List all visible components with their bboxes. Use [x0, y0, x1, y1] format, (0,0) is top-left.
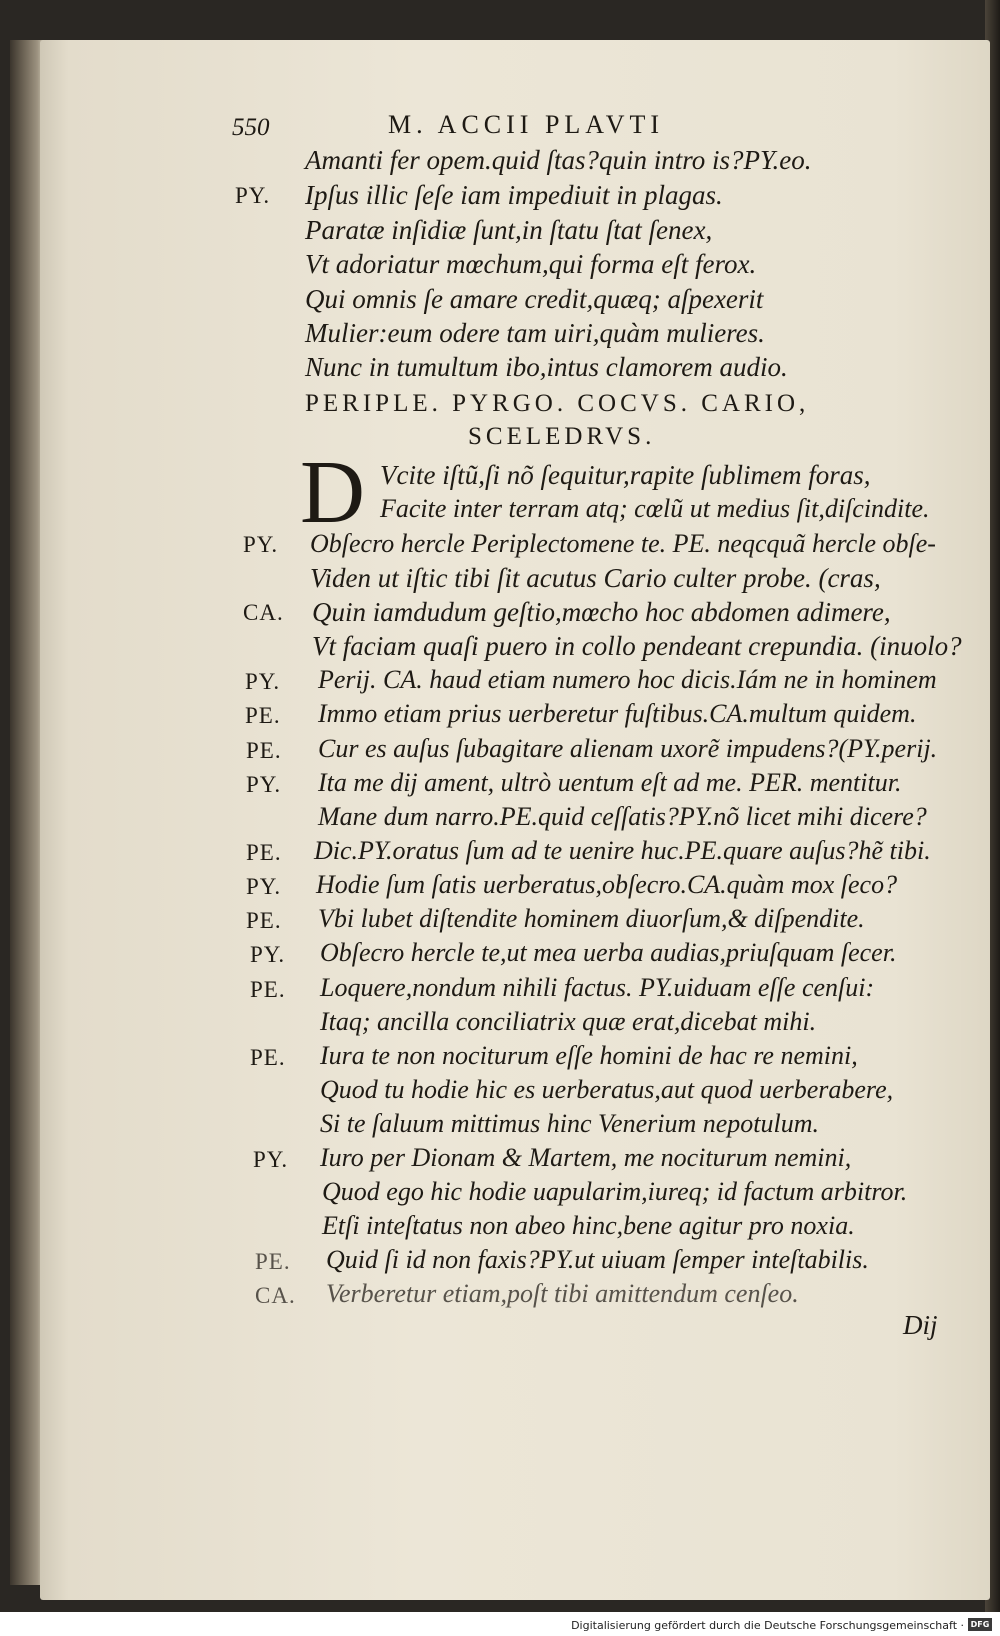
text-line: Vbi lubet diſtendite hominem diuorſum,& diſpendite.	[318, 904, 865, 933]
speaker-label: PY.	[245, 669, 281, 694]
speaker-label: PE.	[246, 840, 282, 865]
scene-heading-continued: SCELEDRVS.	[468, 423, 656, 450]
text-line: Mane dum narro.PE.quid ceſſatis?PY.nõ licet mihi dicere?	[318, 802, 927, 831]
text-line: Vt adoriatur mœchum,qui forma eſt ferox.	[305, 249, 757, 279]
text-line: Paratæ inſidiæ ſunt,in ſtatu ſtat ſenex,	[305, 215, 713, 245]
text-line: Verberetur etiam,poſt tibi amittendum cenſeo.	[326, 1279, 799, 1308]
text-line: Mulier:eum odere tam uiri,quàm mulieres.	[305, 318, 765, 348]
speaker-label: CA.	[255, 1283, 296, 1308]
speaker-label: PE.	[255, 1249, 291, 1274]
text-line: Quin iamdudum geſtio,mœcho hoc abdomen adimere,	[312, 597, 891, 627]
text-line: Quod ego hic hodie uapularim,iureq; id factum arbitror.	[322, 1177, 908, 1206]
text-line: Obſecro hercle te,ut mea uerba audias,priuſquam ſecer.	[320, 938, 897, 967]
text-line: Ita me dij ament, ultrò uentum eſt ad me. PER. mentitur.	[318, 768, 902, 797]
text-line: Si te ſaluum mittimus hinc Venerium nepotulum.	[320, 1109, 820, 1138]
speaker-label: PE.	[245, 703, 281, 728]
text-line: Immo etiam prius uerberetur fuſtibus.CA.multum quidem.	[318, 699, 917, 728]
footer-credit: Digitalisierung gefördert durch die Deutsche Forschungsgemeinschaft ·	[571, 1619, 964, 1632]
text-line: Nunc in tumultum ibo,intus clamorem audio.	[305, 352, 788, 382]
speaker-label: PE.	[246, 738, 282, 763]
catchword: Dij	[903, 1310, 938, 1340]
text-line: Itaq; ancilla conciliatrix quæ erat,dicebat mihi.	[320, 1007, 817, 1036]
scene-heading: PERIPLE. PYRGO. COCVS. CARIO,	[305, 390, 810, 417]
text-line: Cur es auſus ſubagitare alienam uxorẽ impudens?(PY.perij.	[318, 734, 938, 763]
speaker-label: PY.	[253, 1147, 289, 1172]
text-line: Loquere,nondum nihili factus. PY.uiduam eſſe cenſui:	[320, 973, 875, 1002]
text-line: Amanti fer opem.quid ſtas?quin intro is?PY.eo.	[305, 145, 812, 175]
speaker-label: PY.	[246, 874, 282, 899]
text-line: Etſi inteſtatus non abeo hinc,bene agitur pro noxia.	[322, 1211, 855, 1240]
text-line: Perij. CA. haud etiam numero hoc dicis.Iám ne in hominem	[318, 665, 937, 694]
speaker-label: PY.	[235, 183, 271, 208]
text-line: Iuro per Dionam & Martem, me nociturum nemini,	[320, 1143, 852, 1172]
page-number: 550	[232, 114, 270, 141]
text-line: Iura te non nociturum eſſe homini de hac re nemini,	[320, 1041, 858, 1070]
page-gutter-shadow	[10, 40, 44, 1585]
speaker-label: PY.	[246, 772, 282, 797]
speaker-label: PE.	[250, 977, 286, 1002]
text-line: Qui omnis ſe amare credit,quæq; aſpexerit	[305, 284, 764, 314]
text-line: Vcite iſtũ,ſi nõ ſequitur,rapite ſublimem foras,	[380, 460, 871, 490]
speaker-label: PY.	[250, 942, 286, 967]
speaker-label: PE.	[246, 908, 282, 933]
text-line: Hodie ſum ſatis uerberatus,obſecro.CA.quàm mox ſeco?	[316, 870, 898, 899]
speaker-label: CA.	[243, 600, 284, 625]
text-line: Obſecro hercle Periplectomene te. PE. neqcquã hercle obſe-	[310, 529, 936, 558]
text-line: Facite inter terram atq; cœlũ ut medius ſit,diſcindite.	[380, 494, 930, 523]
text-line: Quod tu hodie hic es uerberatus,aut quod uerberabere,	[320, 1075, 894, 1104]
text-line: Viden ut iſtic tibi ſit acutus Cario culter probe. (cras,	[310, 563, 881, 593]
text-line: Quid ſi id non faxis?PY.ut uiuam ſemper inteſtabilis.	[326, 1245, 869, 1274]
speaker-label: PY.	[243, 532, 279, 557]
dfg-logo: DFG	[968, 1618, 992, 1631]
text-line: Ipſus illic ſeſe iam impediuit in plagas.	[305, 180, 723, 210]
text-line: Vt faciam quaſi puero in collo pendeant crepundia. (inuolo?	[312, 631, 962, 661]
running-title: M. ACCII PLAVTI	[388, 110, 665, 139]
text-line: Dic.PY.oratus ſum ad te uenire huc.PE.quare auſus?hẽ tibi.	[314, 836, 931, 865]
speaker-label: PE.	[250, 1045, 286, 1070]
drop-cap: D	[300, 443, 365, 542]
